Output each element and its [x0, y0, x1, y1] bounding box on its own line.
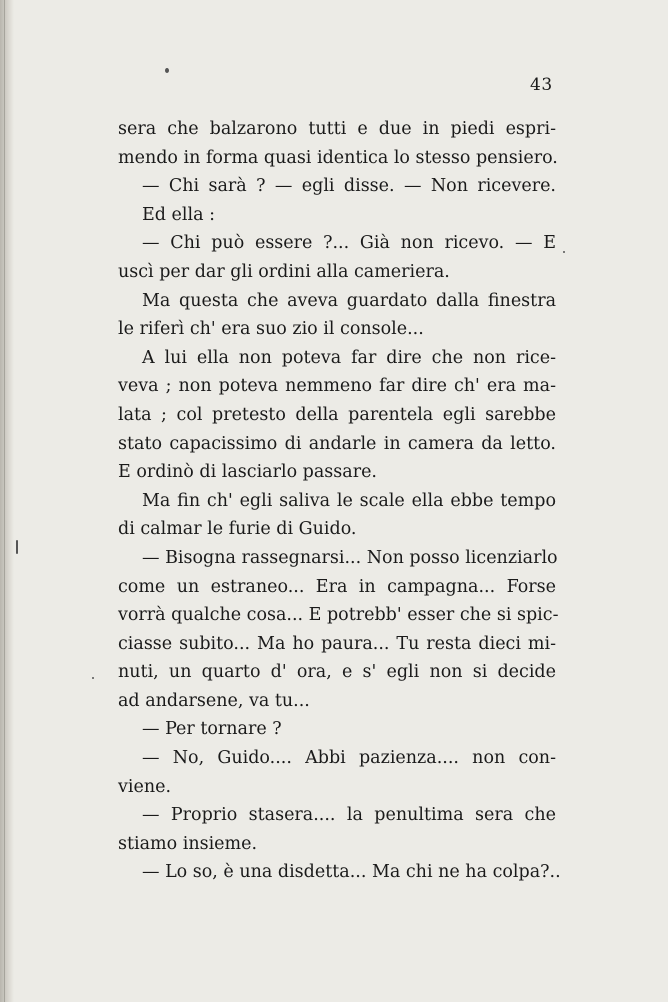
text-line: ciasse subito... Ma ho paura... Tu resta dieci mi-	[118, 633, 556, 654]
text-line: di calmar le furie di Guido.	[118, 519, 357, 540]
ink-speck	[165, 68, 169, 73]
text-line: stato capacissimo di andarle in camera da letto.	[118, 433, 556, 454]
page-number: 43	[530, 75, 553, 95]
text-line: sera che balzarono tutti e due in piedi espri-	[118, 119, 556, 139]
text-line: Ed ella :	[142, 204, 215, 225]
text-line: — Chi può essere ?... Già non ricevo. — E	[142, 233, 556, 254]
ink-speck	[92, 677, 94, 679]
text-line: nuti, un quarto d' ora, e s' egli non si decide	[118, 662, 556, 683]
ink-speck	[563, 251, 565, 253]
text-line: — Chi sarà ? — egli disse. — Non ricevere.	[142, 176, 556, 197]
text-line: — Bisogna rassegnarsi... Non posso licenziarlo	[142, 547, 558, 568]
ink-speck	[16, 540, 18, 554]
text-line: viene.	[118, 776, 172, 797]
text-line: lata ; col pretesto della parentela egli sarebbe	[118, 404, 556, 425]
text-line: A lui ella non poteva far dire che non rice-	[142, 347, 556, 368]
text-line: vorrà qualche cosa... E potrebb' esser che si spic-	[118, 605, 559, 626]
text-line: ad andarsene, va tu...	[118, 690, 310, 711]
body-text	[118, 115, 561, 887]
text-line: mendo in forma quasi identica lo stesso pensiero.	[118, 147, 558, 168]
text-line: — Lo so, è una disdetta... Ma chi ne ha colpa?..	[142, 862, 561, 883]
text-line: uscì per dar gli ordini alla cameriera.	[118, 261, 450, 282]
text-line: Ma fin ch' egli saliva le scale ella ebbe tempo	[142, 490, 556, 511]
text-line: — Proprio stasera.... la penultima sera che	[142, 805, 556, 826]
text-line: stiamo insieme.	[118, 833, 258, 854]
text-line: — No, Guido.... Abbi pazienza.... non con-	[142, 748, 556, 769]
text-line: come un estraneo... Era in campagna... Forse	[118, 576, 556, 597]
text-line: E ordinò di lasciarlo passare.	[118, 462, 377, 483]
text-line: le riferì ch' era suo zio il console...	[118, 319, 424, 340]
text-line: Ma questa che aveva guardato dalla finestra	[142, 290, 556, 311]
text-line: veva ; non poteva nemmeno far dire ch' era ma-	[118, 376, 556, 397]
text-line: — Per tornare ?	[142, 719, 282, 740]
